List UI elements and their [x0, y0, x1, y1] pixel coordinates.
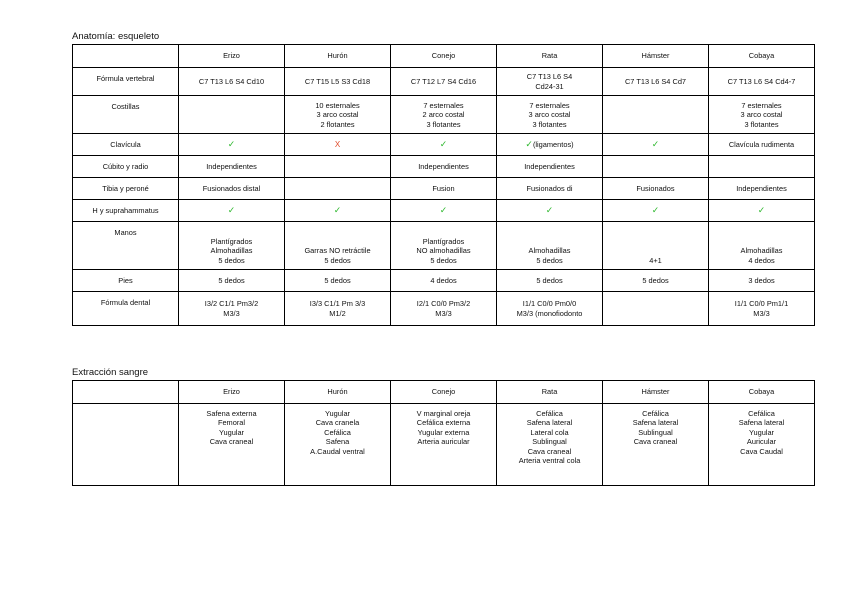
table-cell: I2/1 C0/0 Pm3/2 M3/3	[391, 292, 497, 326]
table-cell: Fusionados di	[497, 178, 603, 200]
header-cell-erizo: Erizo	[179, 381, 285, 404]
table-cell	[391, 200, 497, 222]
row-label: Pies	[73, 270, 179, 292]
table-cell: Plantígrados NO almohadillas 5 dedos	[391, 222, 497, 270]
header-cell-empty	[73, 45, 179, 68]
table-cell: 10 esternales 3 arco costal 2 flotantes	[285, 96, 391, 134]
table-cell: 5 dedos	[497, 270, 603, 292]
check-icon: ✓	[651, 138, 660, 149]
table-cell	[285, 134, 391, 156]
header-cell-huron: Hurón	[285, 45, 391, 68]
table-cell: 7 esternales 2 arco costal 3 flotantes	[391, 96, 497, 134]
table-cell	[497, 200, 603, 222]
table-row-feet	[73, 270, 815, 292]
table-cell	[285, 156, 391, 178]
table-cell: Fusionados	[603, 178, 709, 200]
table-cell	[603, 292, 709, 326]
table-cell	[179, 200, 285, 222]
table-cell: I1/1 C0/0 Pm0/0 M3/3 (monofiodonto	[497, 292, 603, 326]
table-cell: C7 T13 L6 S4 Cd4-7	[709, 68, 815, 96]
check-icon: ✓	[651, 204, 660, 215]
blood-row	[73, 404, 815, 486]
table-cell: Fusion	[391, 178, 497, 200]
table-cell: 5 dedos	[603, 270, 709, 292]
check-icon: ✓	[525, 138, 533, 149]
table-cell	[603, 134, 709, 156]
row-label	[73, 404, 179, 486]
row-label: Fórmula vertebral	[73, 68, 179, 96]
header-cell-erizo: Erizo	[179, 45, 285, 68]
table-cell: Clavícula rudimenta	[709, 134, 815, 156]
header-cell-rata: Rata	[497, 45, 603, 68]
table-cell: Independientes	[179, 156, 285, 178]
table-row-ribs	[73, 96, 815, 134]
table-cell: I1/1 C0/0 Pm1/1 M3/3	[709, 292, 815, 326]
table-cell: Almohadillas 5 dedos	[497, 222, 603, 270]
cross-icon: X	[334, 139, 341, 149]
table-cell: Almohadillas 4 dedos	[709, 222, 815, 270]
table-row-clavicle	[73, 134, 815, 156]
table-cell	[285, 178, 391, 200]
table-cell: C7 T13 L6 S4 Cd24-31	[497, 68, 603, 96]
table-cell	[603, 156, 709, 178]
table-row-ulna-radius	[73, 156, 815, 178]
table-cell	[179, 96, 285, 134]
table-cell: Garras NO retráctile 5 dedos	[285, 222, 391, 270]
table-cell: Cefálica Safena lateral Yugular Auricular Cava Caudal	[709, 404, 815, 486]
table-cell: Independientes	[391, 156, 497, 178]
table-cell: V marginal oreja Cefálica externa Yugular externa Arteria auricular	[391, 404, 497, 486]
table-cell: Independientes	[709, 178, 815, 200]
blood-table	[72, 380, 815, 486]
table-row-tibia-fibula	[73, 178, 815, 200]
skeleton-section-title: Anatomía: esqueleto	[72, 31, 160, 42]
header-cell-cobaya: Cobaya	[709, 381, 815, 404]
table-cell: C7 T13 L6 S4 Cd7	[603, 68, 709, 96]
header-cell-conejo: Conejo	[391, 381, 497, 404]
table-cell: Safena externa Femoral Yugular Cava craneal	[179, 404, 285, 486]
table-cell	[391, 134, 497, 156]
header-cell-conejo: Conejo	[391, 45, 497, 68]
check-icon: ✓	[333, 204, 342, 215]
header-cell-rata: Rata	[497, 381, 603, 404]
check-icon: ✓	[757, 204, 766, 215]
table-cell: 3 dedos	[709, 270, 815, 292]
table-cell: I3/3 C1/1 Pm 3/3 M1/2	[285, 292, 391, 326]
blood-section-title: Extracción sangre	[72, 367, 149, 378]
table-cell: Cefálica Safena lateral Sublingual Cava craneal	[603, 404, 709, 486]
table-cell: 4 dedos	[391, 270, 497, 292]
header-cell-cobaya: Cobaya	[709, 45, 815, 68]
table-cell: C7 T12 L7 S4 Cd16	[391, 68, 497, 96]
table-cell	[603, 96, 709, 134]
check-icon: ✓	[227, 204, 236, 215]
table-row-hands	[73, 222, 815, 270]
table-cell: 5 dedos	[179, 270, 285, 292]
row-label: Cúbito y radio	[73, 156, 179, 178]
table-cell: C7 T15 L5 S3 Cd18	[285, 68, 391, 96]
header-cell-hamster: Hámster	[603, 45, 709, 68]
table-cell: ✓(ligamentos)	[497, 134, 603, 156]
check-icon: ✓	[545, 204, 554, 215]
skeleton-header-row	[73, 45, 815, 68]
blood-header-row	[73, 381, 815, 404]
row-label: Fórmula dental	[73, 292, 179, 326]
table-cell	[603, 200, 709, 222]
table-row-suprahammatus	[73, 200, 815, 222]
table-cell	[709, 156, 815, 178]
header-cell-empty	[73, 381, 179, 404]
table-row-vertebral-formula	[73, 68, 815, 96]
skeleton-table	[72, 44, 815, 326]
row-label: Costillas	[73, 96, 179, 134]
table-cell: 5 dedos	[285, 270, 391, 292]
table-cell: 4+1	[603, 222, 709, 270]
table-cell: Independientes	[497, 156, 603, 178]
table-row-dental-formula	[73, 292, 815, 326]
check-icon: ✓	[439, 204, 448, 215]
header-cell-hamster: Hámster	[603, 381, 709, 404]
row-label: Tibia y peroné	[73, 178, 179, 200]
table-cell: Plantígrados Almohadillas 5 dedos	[179, 222, 285, 270]
row-label: Clavícula	[73, 134, 179, 156]
row-label: H y suprahammatus	[73, 200, 179, 222]
table-cell: C7 T13 L6 S4 Cd10	[179, 68, 285, 96]
table-cell	[709, 200, 815, 222]
table-cell: I3/2 C1/1 Pm3/2 M3/3	[179, 292, 285, 326]
row-label: Manos	[73, 222, 179, 270]
header-cell-huron: Hurón	[285, 381, 391, 404]
table-cell: Fusionados distal	[179, 178, 285, 200]
check-icon: ✓	[439, 138, 448, 149]
check-icon: ✓	[227, 138, 236, 149]
table-cell: Cefálica Safena lateral Lateral cola Sublingual Cava craneal Arteria ventral cola	[497, 404, 603, 486]
table-cell	[285, 200, 391, 222]
table-cell: Yugular Cava cranela Cefálica Safena A.Caudal ventral	[285, 404, 391, 486]
table-cell	[179, 134, 285, 156]
table-cell: 7 esternales 3 arco costal 3 flotantes	[709, 96, 815, 134]
table-cell: 7 esternales 3 arco costal 3 flotantes	[497, 96, 603, 134]
